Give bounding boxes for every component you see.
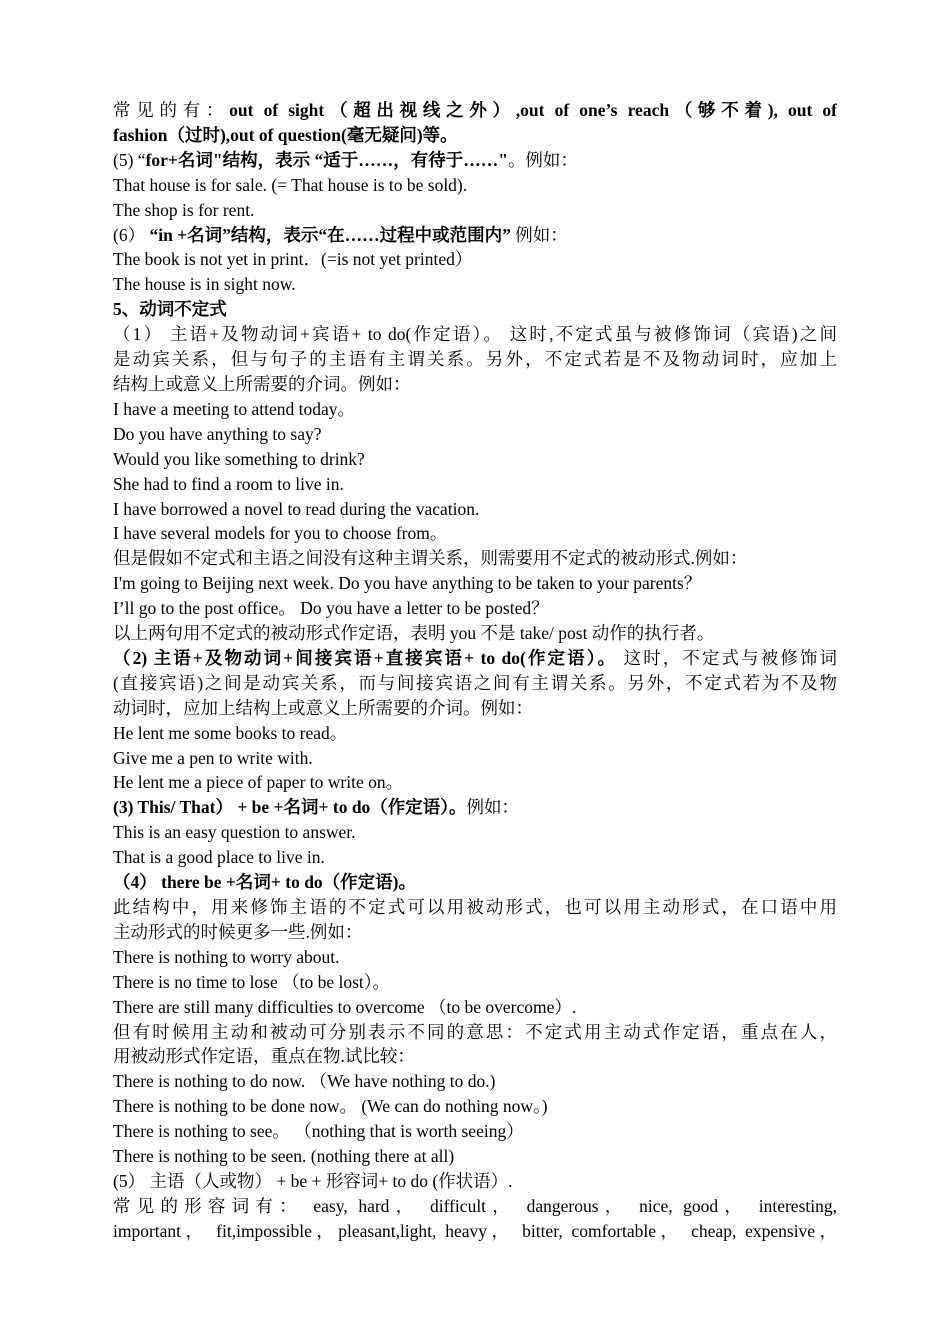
text-segment: There is nothing to see。 （nothing that is worth seeing） (113, 1121, 524, 1142)
text-segment: There is nothing to do now. （We have nothing to do.) (113, 1071, 496, 1092)
text-line-l07 (113, 247, 837, 272)
text-segment: (直接宾语)之间是动宾关系，而与间接宾语之间有主谓关系。另外，不定式若为不及物 (113, 672, 837, 693)
text-line-l29 (113, 795, 837, 820)
text-line-l24 (113, 671, 837, 696)
text-line-l09 (113, 297, 837, 322)
text-line-l33 (113, 895, 837, 920)
text-segment: 但是假如不定式和主语之间没有这种主谓关系，则需要用不定式的被动形式.例如： (113, 548, 748, 569)
text-line-l39 (113, 1044, 837, 1069)
text-line-l14 (113, 422, 837, 447)
text-line-l26 (113, 721, 837, 746)
text-segment: 这时，不定式与被修饰词 (617, 647, 837, 668)
text-segment: 用被动形式作定语，重点在物.试比较： (113, 1046, 415, 1067)
text-segment: He lent me some books to read。 (113, 722, 348, 743)
text-segment: There is nothing to worry about. (113, 946, 340, 967)
text-segment: The house is in sight now. (113, 274, 296, 295)
text-segment: “in +名词”结构，表示“在……过程中或范围内” (149, 224, 511, 245)
text-line-l13 (113, 397, 837, 422)
text-segment: There is nothing to be done now。 (We can do nothing now。) (113, 1096, 548, 1117)
text-segment: That house is for sale. (= That house is to be sold). (113, 174, 468, 195)
text-line-l38 (113, 1020, 837, 1045)
text-segment: 例如： (510, 224, 568, 245)
text-line-l03 (113, 148, 837, 173)
text-segment: 以上两句用不定式的被动形式作定语，表明 you 不是 take/ post 动作的执行者。 (113, 623, 715, 644)
text-line-l41 (113, 1094, 837, 1119)
text-segment: 但有时候用主动和被动可分别表示不同的意思：不定式用主动式作定语，重点在人， (113, 1021, 837, 1042)
text-segment: Give me a pen to write with. (113, 747, 313, 768)
text-line-l15 (113, 447, 837, 472)
text-segment: （4） there be +名词+ to do（作定语)。 (113, 872, 417, 893)
text-line-l23 (113, 646, 837, 671)
text-line-l21 (113, 596, 837, 621)
text-line-l45 (113, 1194, 837, 1219)
text-segment: （1） 主语+及物动词+宾语+ to do(作定语）。 这时,不定式虽与被修饰词（宾语)之间 (113, 324, 837, 345)
text-segment: 主动形式的时候更多一些.例如： (113, 921, 363, 942)
text-line-l46 (113, 1219, 837, 1244)
text-line-l20 (113, 571, 837, 596)
text-segment: 动词时，应加上结构上或意义上所需要的介词。例如： (113, 697, 533, 718)
text-line-l44 (113, 1169, 837, 1194)
text-segment: I have a meeting to attend today。 (113, 398, 356, 419)
text-segment: I have borrowed a novel to read during the vacation. (113, 498, 480, 519)
text-segment: He lent me a piece of paper to write on。 (113, 772, 404, 793)
text-segment: 常见的有： (113, 100, 230, 120)
text-line-l10 (113, 322, 837, 347)
text-segment: 结构上或意义上所需要的介词。例如： (113, 373, 411, 394)
text-line-l27 (113, 746, 837, 771)
text-segment: The shop is for rent. (113, 199, 255, 220)
text-line-l28 (113, 770, 837, 795)
text-segment: I have several models for you to choose from。 (113, 523, 448, 544)
text-line-l08 (113, 272, 837, 297)
text-segment: I'm going to Beijing next week. Do you have anything to be taken to your parents？ (113, 573, 702, 594)
text-segment: 例如： (466, 797, 520, 818)
text-line-l12 (113, 372, 837, 397)
text-segment: 是动宾关系，但与句子的主语有主谓关系。另外，不定式若是不及物动词时，应加上 (113, 349, 837, 370)
text-line-l01 (113, 98, 837, 123)
text-line-l11 (113, 347, 837, 372)
text-segment: for+名词"结构，表示 “适于……，有待于……" (145, 149, 508, 170)
text-line-l06 (113, 223, 837, 248)
text-segment: 常见的形容词有： easy, hard， difficult， dangerous， nice, good， interesting, (113, 1195, 837, 1216)
text-segment: (3) This/ That） + be +名词+ to do（作定语）。 (113, 797, 467, 818)
text-segment: important， fit,impossible，pleasant,light, heavy， bitter, comfortable， cheap, expensive， (113, 1220, 837, 1241)
text-segment: （2) 主语+及物动词+间接宾语+直接宾语+ to do(作定语）。 (113, 647, 618, 668)
text-segment: There is no time to lose （to be lost）。 (113, 971, 391, 992)
text-segment: This is an easy question to answer. (113, 822, 356, 843)
text-segment: Would you like something to drink? (113, 448, 365, 469)
text-line-l04 (113, 173, 837, 198)
text-line-l05 (113, 198, 837, 223)
text-line-l16 (113, 472, 837, 497)
text-segment: 5、动词不定式 (113, 299, 227, 320)
text-line-l18 (113, 521, 837, 546)
text-line-l36 (113, 970, 837, 995)
text-segment: 。例如： (507, 149, 578, 170)
text-segment: There is nothing to be seen. (nothing there at all) (113, 1146, 455, 1167)
text-line-l34 (113, 920, 837, 945)
text-line-l25 (113, 696, 837, 721)
text-segment: The book is not yet in print．(=is not yet printed） (113, 249, 473, 270)
text-segment: (5) “ (113, 149, 146, 170)
text-segment: There are still many difficulties to overcome （to be overcome）. (113, 996, 577, 1017)
text-line-l42 (113, 1119, 837, 1144)
text-segment: I’ll go to the post office。 Do you have a letter to be posted？ (113, 598, 549, 619)
text-segment: That is a good place to live in. (113, 847, 325, 868)
text-segment: fashion（过时),out of question(毫无疑问)等。 (113, 124, 458, 145)
text-segment: (6） (113, 224, 150, 245)
text-segment: She had to find a room to live in. (113, 473, 344, 494)
text-line-l40 (113, 1069, 837, 1094)
text-line-l31 (113, 845, 837, 870)
text-line-l37 (113, 995, 837, 1020)
text-segment: out of sight（超出视线之外）,out of one’s reach（够不着), out of (229, 100, 837, 120)
text-segment: (5） 主语（人或物） + be + 形容词+ to do (作状语）. (113, 1170, 513, 1191)
document-page (113, 98, 837, 1244)
text-line-l19 (113, 546, 837, 571)
text-line-l22 (113, 621, 837, 646)
text-line-l35 (113, 945, 837, 970)
text-line-l30 (113, 820, 837, 845)
text-line-l02 (113, 123, 837, 148)
text-segment: Do you have anything to say? (113, 423, 322, 444)
text-line-l43 (113, 1144, 837, 1169)
text-segment: 此结构中，用来修饰主语的不定式可以用被动形式，也可以用主动形式，在口语中用 (113, 897, 837, 917)
text-line-l32 (113, 870, 837, 895)
text-line-l17 (113, 497, 837, 522)
